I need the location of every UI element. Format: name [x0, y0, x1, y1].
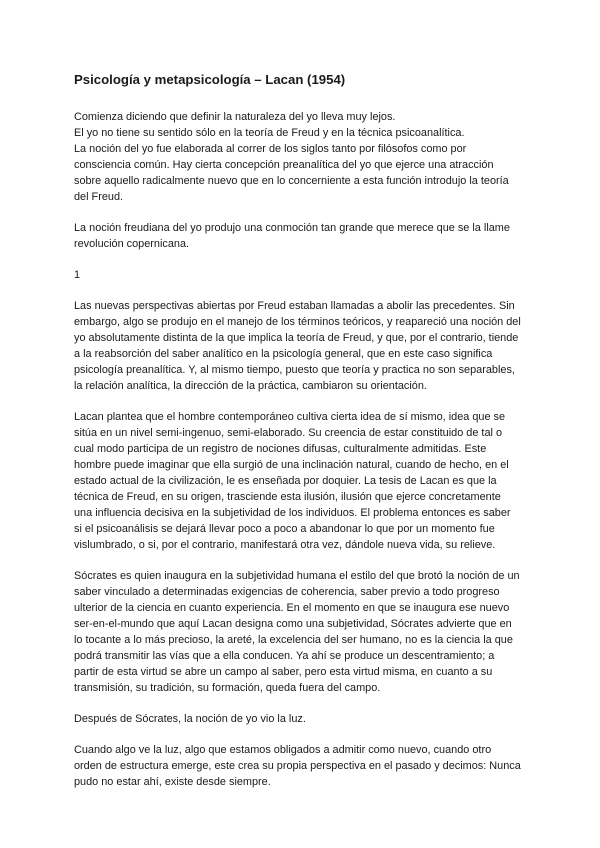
text-line: técnica de Freud, en su origen, trasciende esta ilusión, ilusión que ejerce concretamente — [74, 491, 501, 503]
text-line: cual modo participa de un registro de nociones difusas, culturalmente admitidas. Este — [74, 443, 487, 455]
text-line: Sócrates es quien inaugura en la subjetividad humana el estilo del que brotó la noción de un — [74, 570, 520, 582]
text-line: ser-en-el-mundo que aquí Lacan designa como una subjetividad, Sócrates advierte que en — [74, 618, 512, 630]
text-line: a la reabsorción del saber analítico en la psicología general, que en este caso significa — [74, 348, 493, 360]
paragraph — [74, 267, 532, 283]
text-line: saber vinculado a determinadas exigencias de coherencia, saber previo a todo progreso — [74, 586, 500, 598]
text-line: La noción freudiana del yo produjo una conmoción tan grande que merece que se la llame — [74, 222, 510, 234]
paragraph — [74, 298, 532, 394]
text-line: podrá transmitir las vías que a ella conducen. Ya ahí se produce un descentramiento; a — [74, 650, 495, 662]
paragraph — [74, 568, 532, 696]
paragraph — [74, 109, 532, 205]
document-title: Psicología y metapsicología – Lacan (1954) — [74, 72, 346, 87]
paragraph — [74, 409, 532, 553]
text-line: Las nuevas perspectivas abiertas por Freud estaban llamadas a abolir las precedentes. Sin — [74, 300, 515, 312]
text-line: lo tocante a lo más precioso, la areté, la excelencia del ser humano, no es la ciencia la que — [74, 634, 513, 646]
text-line: una influencia decisiva en la subjetividad de los individuos. El problema entonces es saber — [74, 507, 511, 519]
text-line: 1 — [74, 269, 81, 281]
text-line: sitúa en un nivel semi-ingenuo, semi-elaborado. Su creencia de estar constituido de tal o — [74, 427, 503, 439]
text-line: revolución copernicana. — [74, 238, 190, 250]
paragraph — [74, 711, 532, 727]
paragraph — [74, 742, 532, 790]
text-line: Comienza diciendo que definir la naturaleza del yo lleva muy lejos. — [74, 111, 396, 123]
document-body — [74, 109, 532, 790]
text-line: yo absolutamente distinta de la que implica la teoría de Freud, y que, por el contrario, tiende — [74, 332, 519, 344]
text-line: vislumbrado, o si, por el contrario, manifestará otra vez, dándole nueva vida, su relieve. — [74, 539, 496, 551]
text-line: sobre aquello radicalmente nuevo que en lo concerniente a esta función introdujo la teoría — [74, 175, 509, 187]
text-line: hombre puede imaginar que ella surgió de una inclinación natural, cuando de hecho, en el — [74, 459, 509, 471]
text-line: partir de esta virtud se abre un campo al saber, pero esta virtud misma, en cuanto a su — [74, 666, 493, 678]
text-line: orden de estructura emerge, este crea su propia perspectiva en el pasado y decimos: Nunca — [74, 760, 521, 772]
text-line: del Freud. — [74, 191, 124, 203]
text-line: Lacan plantea que el hombre contemporáneo cultiva cierta idea de sí mismo, idea que se — [74, 411, 506, 423]
text-line: ulterior de la ciencia en cuanto experiencia. En el momento en que se inaugura ese nuevo — [74, 602, 510, 614]
text-line: transmisión, su tradición, su formación, queda fuera del campo. — [74, 682, 381, 694]
text-line: El yo no tiene su sentido sólo en la teoría de Freud y en la técnica psicoanalítica. — [74, 127, 465, 139]
text-line: Después de Sócrates, la noción de yo vio la luz. — [74, 713, 306, 725]
text-line: consciencia común. Hay cierta concepción preanalítica del yo que ejerce una atracción — [74, 159, 494, 171]
text-line: psicología preanalítica. Y, al mismo tiempo, puesto que teoría y practica no son separables, — [74, 364, 515, 376]
paragraph — [74, 220, 532, 252]
text-line: la relación analítica, la dirección de la práctica, cambiaron su orientación. — [74, 380, 427, 392]
text-line: estado actual de la civilización, le es enseñada por doquier. La tesis de Lacan es que la — [74, 475, 497, 487]
text-line: Cuando algo ve la luz, algo que estamos obligados a admitir como nuevo, cuando otro — [74, 744, 492, 756]
document-page — [74, 72, 532, 805]
text-line: embargo, algo se produjo en el manejo de los términos teóricos, y reapareció una noción del — [74, 316, 521, 328]
text-line: pudo no estar ahí, existe desde siempre. — [74, 776, 271, 788]
text-line: La noción del yo fue elaborada al correr de los siglos tanto por filósofos como por — [74, 143, 467, 155]
text-line: si el psicoanálisis se dejará llevar poco a poco a abandonar lo que por un momento fue — [74, 523, 495, 535]
